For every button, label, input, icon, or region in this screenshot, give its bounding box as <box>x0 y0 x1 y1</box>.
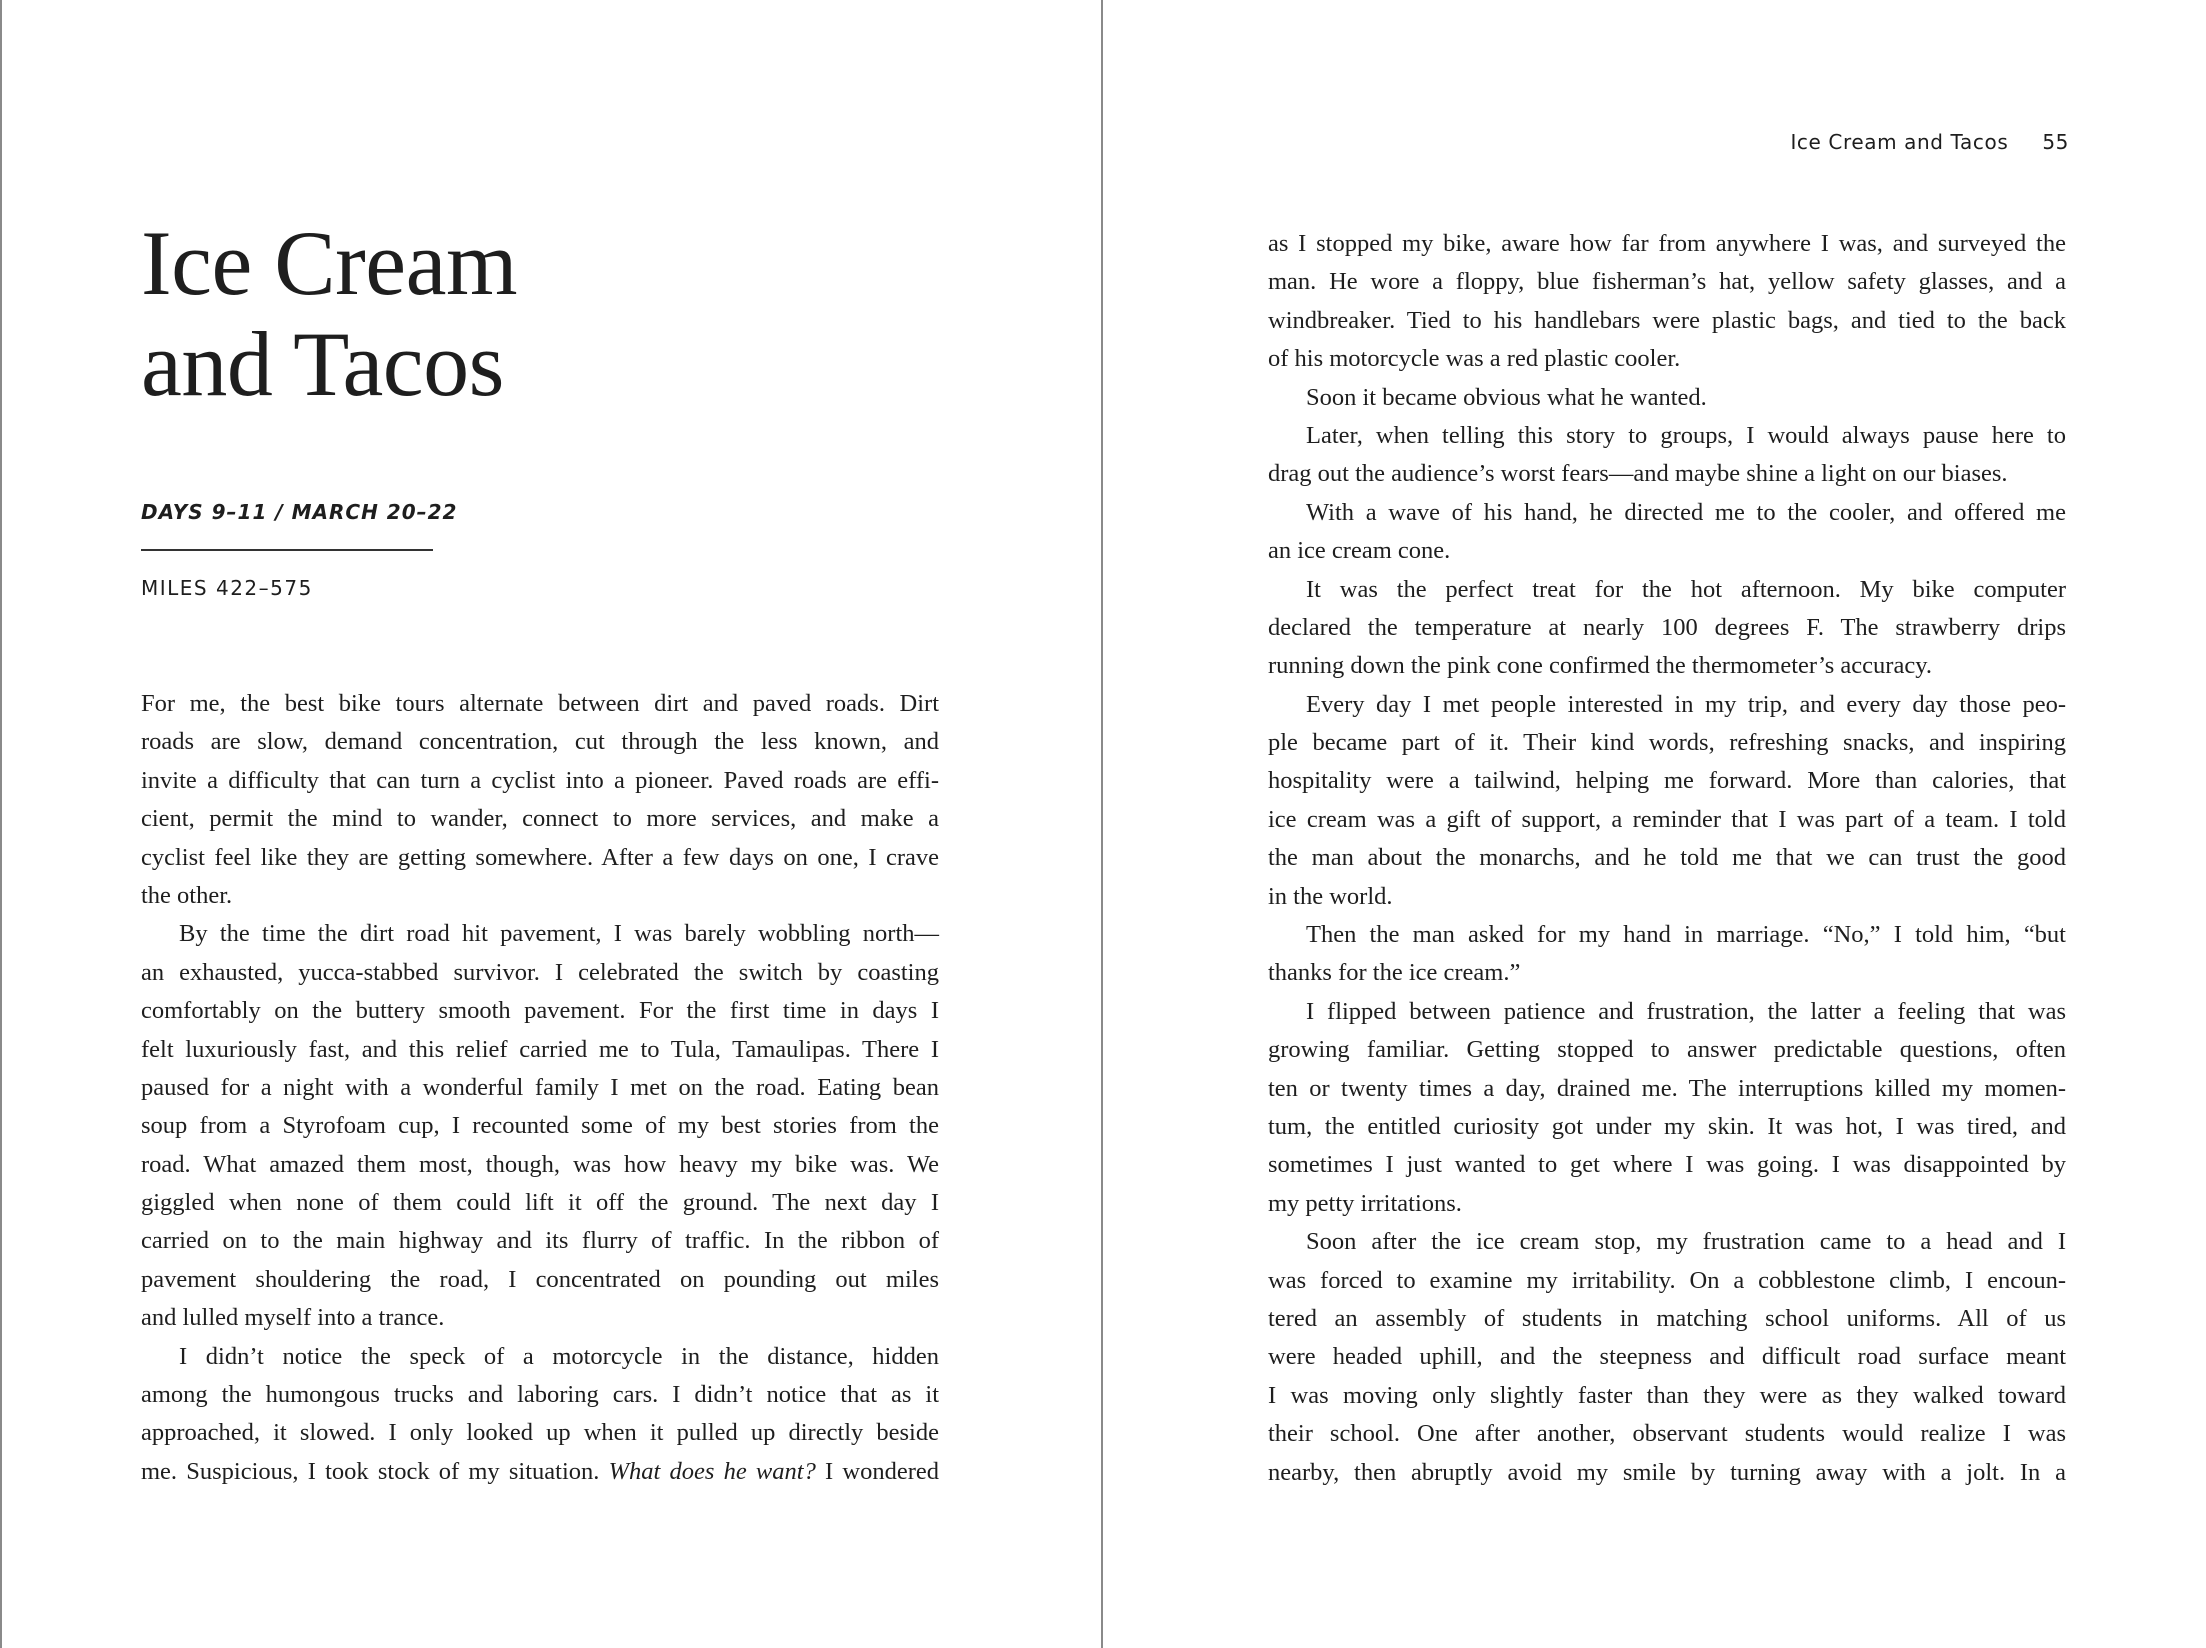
text-line: man. He wore a floppy, blue fisherman’s hat, yellow safety glasses, and a <box>1268 268 2066 296</box>
text-line: of his motorcycle was a red plastic cooler. <box>1268 345 1681 373</box>
text-line: an ice cream cone. <box>1268 537 1451 565</box>
running-head <box>1790 130 2069 154</box>
text-line: sometimes I just wanted to get where I was going. I was disappointed by <box>1268 1151 2066 1179</box>
text-line-last <box>141 1453 939 1491</box>
text-line: Soon after the ice cream stop, my frustration came to a head and I <box>1306 1228 2066 1256</box>
text-line: road. What amazed them most, though, was how heavy my bike was. We <box>141 1150 939 1178</box>
text-line: windbreaker. Tied to his handlebars were plastic bags, and tied to the back <box>1268 306 2066 334</box>
text-line: hospitality were a tailwind, helping me forward. More than calories, that <box>1268 767 2066 795</box>
text-line: were headed uphill, and the steepness and difficult road surface meant <box>1268 1343 2066 1371</box>
text-line: ice cream was a gift of support, a reminder that I was part of a team. I told <box>1268 805 2066 833</box>
text-line: tum, the entitled curiosity got under my skin. It was hot, I was tired, and <box>1268 1112 2066 1140</box>
text-line: I flipped between patience and frustration, the latter a feeling that was <box>1306 997 2066 1025</box>
text-line: invite a difficulty that can turn a cyclist into a pioneer. Paved roads are effi- <box>141 766 939 794</box>
text-line: drag out the audience’s worst fears—and maybe shine a light on our biases. <box>1268 460 2008 488</box>
text-line: among the humongous trucks and laboring cars. I didn’t notice that as it <box>141 1381 939 1409</box>
text-line: carried on to the main highway and its flurry of traffic. In the ribbon of <box>141 1227 939 1255</box>
text-line: Then the man asked for my hand in marriage. “No,” I told him, “but <box>1306 921 2066 949</box>
right-page <box>1103 0 2206 1648</box>
left-page <box>2 0 1101 1648</box>
text-line: tered an assembly of students in matching school uniforms. All of us <box>1268 1304 2066 1332</box>
text-line: the other. <box>141 881 233 909</box>
text-line: cyclist feel like they are getting somewhere. After a few days on one, I crave <box>141 843 939 871</box>
right-body-text <box>1268 225 2066 1492</box>
text-line: roads are slow, demand concentration, cut through the less known, and <box>141 728 939 756</box>
text-line: as I stopped my bike, aware how far from anywhere I was, and surveyed the <box>1268 230 2066 257</box>
text-line: ten or twenty times a day, drained me. The interruptions killed my momen- <box>1268 1074 2066 1102</box>
text-line: By the time the dirt road hit pavement, I was barely wobbling north— <box>179 920 939 948</box>
italic-question: What does he want? <box>608 1457 816 1485</box>
text-line: ple became part of it. Their kind words, refreshing snacks, and inspiring <box>1268 729 2066 757</box>
text-line: giggled when none of them could lift it off the ground. The next day I <box>141 1189 939 1217</box>
text-line: an exhausted, yucca-stabbed survivor. I celebrated the switch by coasting <box>141 958 939 986</box>
text-line: their school. One after another, observant students would realize I was <box>1268 1420 2066 1448</box>
text-line: Soon it became obvious what he wanted. <box>1306 383 1707 411</box>
text-line: With a wave of his hand, he directed me to the cooler, and offered me <box>1306 498 2066 526</box>
text-line: It was the perfect treat for the hot afternoon. My bike computer <box>1306 575 2066 603</box>
chapter-days: DAYS 9–11 / MARCH 20–22 <box>141 500 458 524</box>
text-line: I didn’t notice the speck of a motorcycle in the distance, hidden <box>179 1342 939 1370</box>
text-line: growing familiar. Getting stopped to answer predictable questions, often <box>1268 1036 2066 1064</box>
divider-rule <box>141 549 433 551</box>
text-line: comfortably on the buttery smooth pavement. For the first time in days I <box>141 997 939 1025</box>
text-line: in the world. <box>1268 882 1393 910</box>
text-line: I was moving only slightly faster than they were as they walked toward <box>1268 1381 2066 1409</box>
text-line: cient, permit the mind to wander, connect to more services, and make a <box>141 805 939 833</box>
text-line: was forced to examine my irritability. On a cobblestone climb, I encoun- <box>1268 1266 2066 1294</box>
left-body-text <box>141 685 939 1491</box>
chapter-title-line-1: Ice Cream <box>141 212 518 314</box>
text-line: nearby, then abruptly avoid my smile by turning away with a jolt. In a <box>1268 1458 2066 1486</box>
text-line: paused for a night with a wonderful family I met on the road. Eating bean <box>141 1073 939 1101</box>
text-line: Every day I met people interested in my trip, and every day those peo- <box>1306 690 2066 718</box>
text-line: approached, it slowed. I only looked up when it pulled up directly beside <box>141 1419 939 1447</box>
chapter-title-line-2: and Tacos <box>141 313 504 415</box>
text-line: felt luxuriously fast, and this relief carried me to Tula, Tamaulipas. There I <box>141 1035 939 1063</box>
chapter-miles: MILES 422–575 <box>141 576 313 600</box>
text-line: pavement shouldering the road, I concentrated on pounding out miles <box>141 1265 939 1293</box>
text-line: the man about the monarchs, and he told me that we can trust the good <box>1268 844 2066 872</box>
text-line: and lulled myself into a trance. <box>141 1304 445 1332</box>
text-line: thanks for the ice cream.” <box>1268 959 1521 987</box>
text-run: me. Suspicious, I took stock of my situation. <box>141 1457 609 1485</box>
chapter-title <box>141 213 517 415</box>
text-run: I wondered <box>815 1457 939 1485</box>
text-line: running down the pink cone confirmed the thermometer’s accuracy. <box>1268 652 1932 680</box>
text-line: soup from a Styrofoam cup, I recounted some of my best stories from the <box>141 1112 939 1140</box>
page-number: 55 <box>2042 130 2069 154</box>
running-head-title: Ice Cream and Tacos <box>1790 130 2009 154</box>
text-line: For me, the best bike tours alternate between dirt and paved roads. Dirt <box>141 690 939 717</box>
text-line: declared the temperature at nearly 100 degrees F. The strawberry drips <box>1268 613 2066 641</box>
text-line: my petty irritations. <box>1268 1189 1462 1217</box>
text-line: Later, when telling this story to groups, I would always pause here to <box>1306 421 2066 449</box>
